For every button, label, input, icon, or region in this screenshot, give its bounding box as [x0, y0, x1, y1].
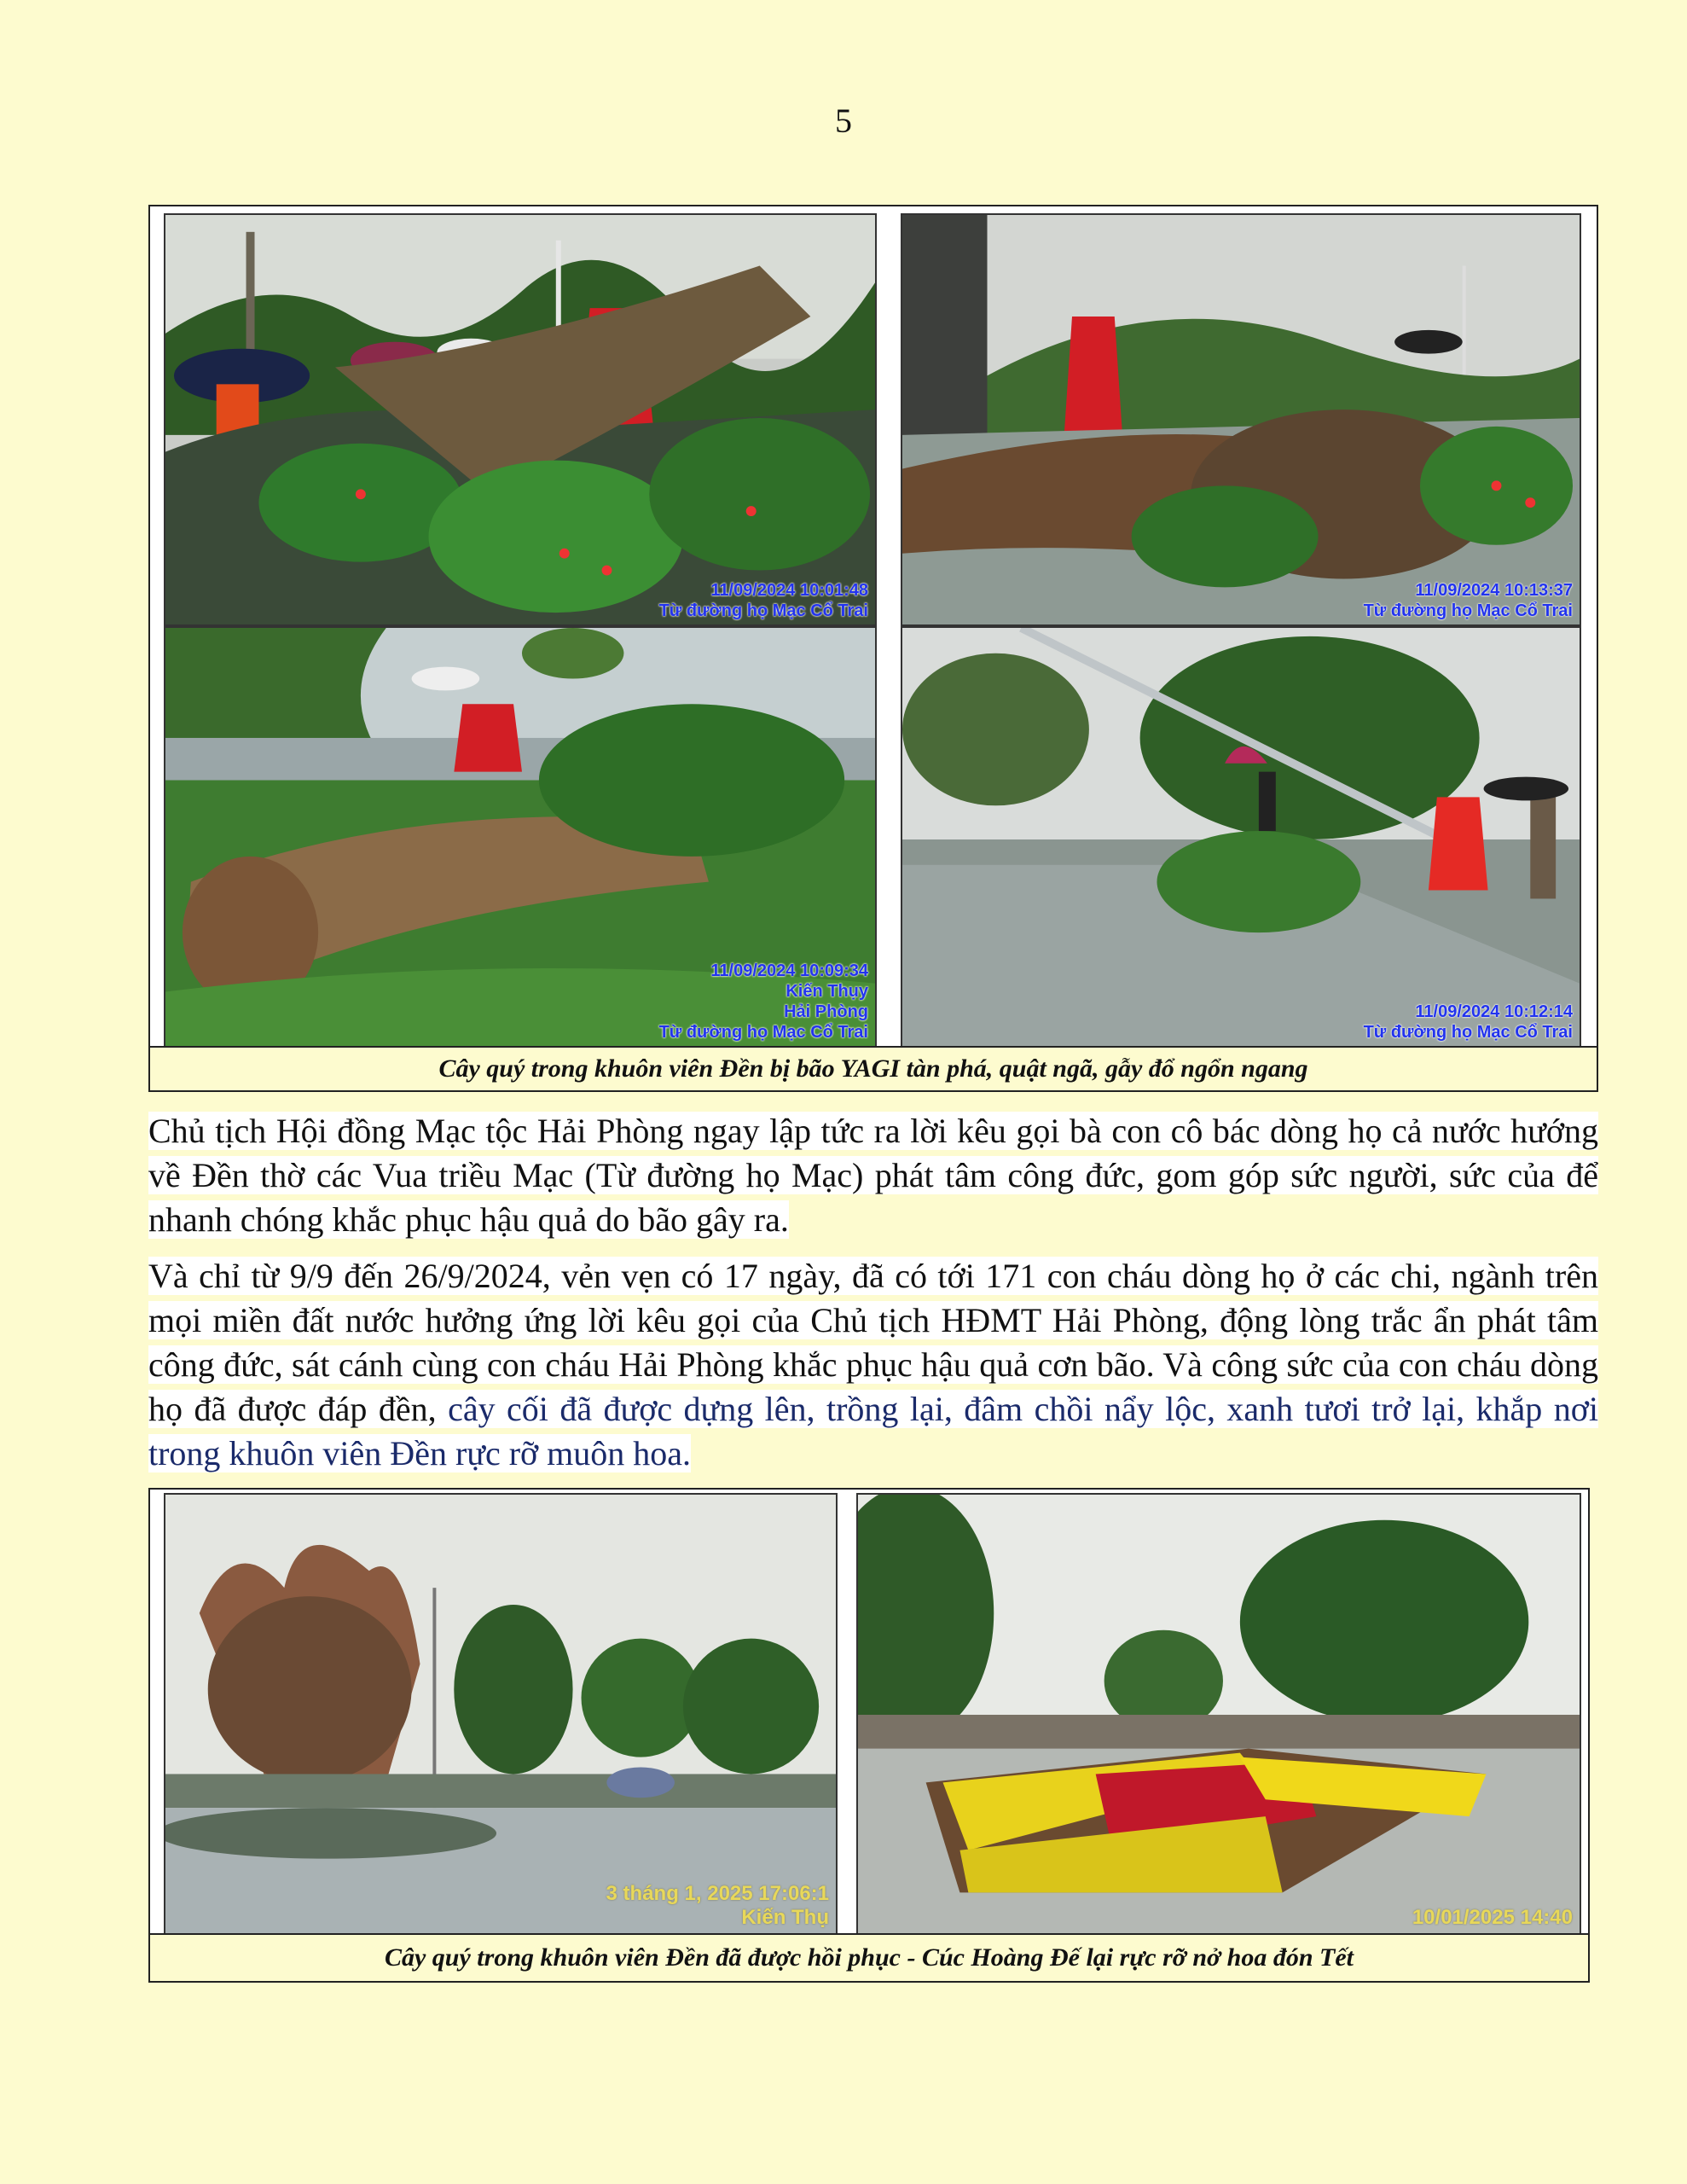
restored-photo-1: [164, 1493, 838, 1935]
restored-photo-2: [856, 1493, 1581, 1935]
figure2-caption: Cây quý trong khuôn viên Đền đã được hồi phục - Cúc Hoàng Đế lại rực rỡ nở hoa đón Tết: [150, 1933, 1588, 1981]
paragraph-response-text: [148, 1254, 1598, 1476]
storm-photo-4: [901, 626, 1581, 1048]
photo-timestamp: 3 tháng 1, 2025 17:06:1 Kiến Thụ: [606, 1882, 829, 1929]
paragraph-response: [148, 1254, 1598, 1476]
photo-timestamp: 11/09/2024 10:09:34 Kiến Thụy Hải Phòng Từ đường họ Mạc Cổ Trai: [658, 961, 868, 1042]
page-number: 5: [835, 102, 852, 140]
restoration-figure: [148, 1488, 1590, 1983]
storm-photo-1: [164, 213, 877, 626]
paragraph-appeal: [148, 1109, 1598, 1242]
paragraph-response-part2: cây cối đã được dựng lên, trồng lại, đâm chồi nẩy lộc, xanh tươi trở lại, khắp nơi trong khuôn viên Đền rực rỡ muôn hoa.: [148, 1390, 1598, 1472]
figure1-caption: Cây quý trong khuôn viên Đền bị bão YAGI tàn phá, quật ngã, gẫy đổ ngổn ngang: [150, 1046, 1597, 1090]
photo-timestamp: 10/01/2025 14:40: [1412, 1906, 1573, 1929]
storm-photo-3: [164, 626, 877, 1048]
photo-timestamp: 11/09/2024 10:12:14 Từ đường họ Mạc Cổ Trai: [1363, 1002, 1573, 1042]
paragraph-response-part1: Và chỉ từ 9/9 đến 26/9/2024, vẻn vẹn có 17 ngày, đã có tới 171 con cháu dòng họ ở các chi, ngành trên mọi miền đất nước hưởng ứng lời kêu gọi của Chủ tịch HĐMT Hải Phòng, động lòng trắc ẩn phát tâm công đức, sát cánh cùng con cháu Hải Phòng khắc phục hậu quả cơn bão. Và công sức của con cháu dòng họ đã được đáp đền,: [148, 1257, 1598, 1428]
storm-damage-figure: [148, 205, 1598, 1092]
paragraph-appeal-text: Chủ tịch Hội đồng Mạc tộc Hải Phòng ngay lập tức ra lời kêu gọi bà con cô bác dòng họ cả nước hướng về Đền thờ các Vua triều Mạc (Từ đường họ Mạc) phát tâm công đức, gom góp sức người, sức của để nhanh chóng khắc phục hậu quả do bão gây ra.: [148, 1112, 1598, 1239]
photo-timestamp: 11/09/2024 10:13:37 Từ đường họ Mạc Cổ Trai: [1363, 581, 1573, 620]
photo-timestamp: 11/09/2024 10:01:48 Từ đường họ Mạc Cổ Trai: [658, 581, 868, 620]
storm-photo-2: [901, 213, 1581, 626]
